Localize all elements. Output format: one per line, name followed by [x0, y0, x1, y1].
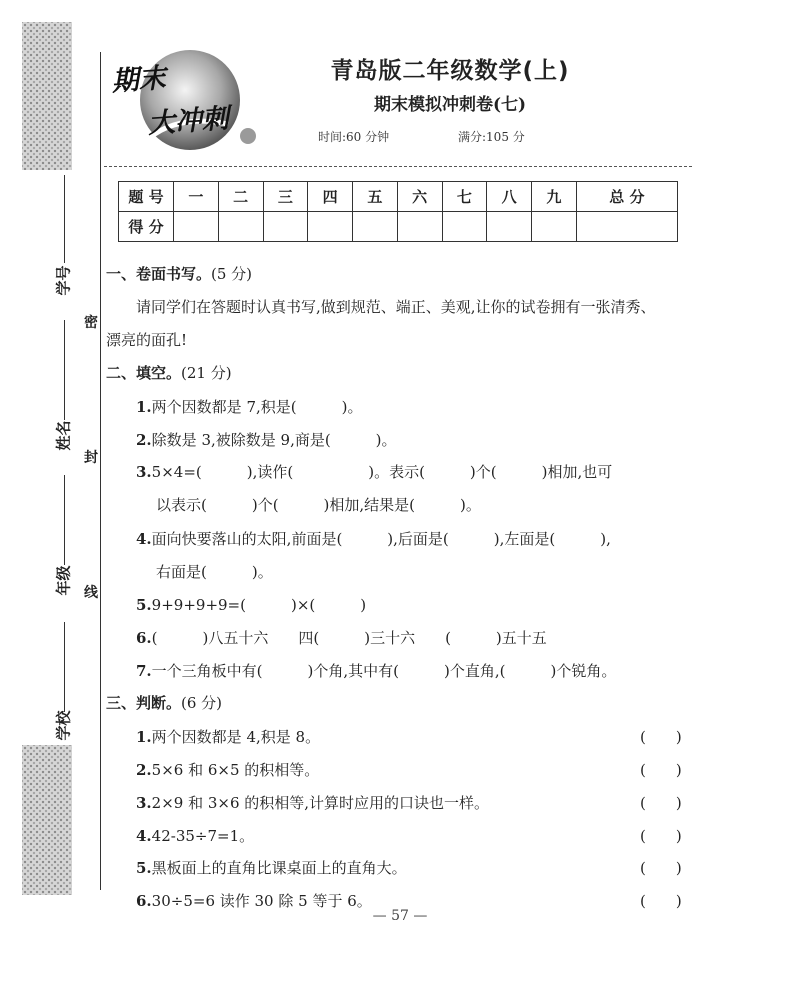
score-cell[interactable]	[263, 212, 308, 242]
fill-question-2: 2.除数是 3,被除数是 9,商是( )。	[136, 431, 397, 449]
section-2-title: 二、填空。	[106, 364, 182, 382]
final-sprint-logo	[108, 44, 258, 154]
fill-question-1: 1.两个因数都是 7,积是( )。	[136, 398, 363, 416]
score-table-header-row	[119, 182, 678, 212]
fill-question-7: 7.一个三角板中有( )个角,其中有( )个直角,( )个锐角。	[136, 662, 617, 680]
fill-question-6: 6.( )八五十六 四( )三十六 ( )五十五	[136, 629, 547, 647]
score-cell[interactable]	[218, 212, 263, 242]
judge-question-3: 3.2×9 和 3×6 的积相等,计算时应用的口诀也一样。	[136, 794, 490, 812]
section-3-heading	[106, 692, 222, 713]
seal-feng: 封	[84, 445, 98, 469]
judge-question-6: 6.30÷5=6 读作 30 除 5 等于 6。	[136, 892, 372, 910]
page-number: — 57 —	[372, 908, 428, 924]
score-table-row-label: 题 号	[119, 182, 174, 212]
seal-line	[100, 52, 101, 890]
seal-xian: 线	[84, 580, 98, 604]
logo-text-2: 大冲刺	[146, 103, 230, 140]
section-3-title: 三、判断。	[106, 694, 182, 712]
score-col-1: 一	[174, 182, 219, 212]
score-col-5: 五	[353, 182, 398, 212]
paper-subtitle: 期末模拟冲刺卷(七)	[373, 95, 527, 115]
answer-paren[interactable]: ( )	[640, 761, 682, 779]
name-line	[64, 320, 65, 420]
judge-question-2: 2.5×6 和 6×5 的积相等。	[136, 761, 320, 779]
section-3-points: (6 分)	[181, 694, 223, 712]
section-2-points: (21 分)	[181, 364, 232, 382]
score-col-6: 六	[397, 182, 442, 212]
score-cell[interactable]	[308, 212, 353, 242]
grade-line	[64, 475, 65, 565]
score-col-8: 八	[487, 182, 532, 212]
decorative-pattern-top	[22, 22, 72, 170]
score-cell[interactable]	[532, 212, 577, 242]
grade-label: 年级	[54, 565, 73, 596]
answer-paren[interactable]: ( )	[640, 794, 682, 812]
school-line	[64, 622, 65, 712]
paper-title: 青岛版二年级数学(上)	[330, 58, 570, 84]
student-no-label: 学号	[54, 265, 73, 296]
student-no-line	[64, 175, 65, 263]
score-col-2: 二	[218, 182, 263, 212]
score-table	[118, 181, 678, 242]
score-cell[interactable]	[353, 212, 398, 242]
name-label: 姓名	[54, 420, 73, 451]
school-label: 学校	[54, 710, 73, 741]
score-cell[interactable]	[442, 212, 487, 242]
seal-mi: 密	[84, 310, 98, 334]
score-col-total: 总 分	[576, 182, 677, 212]
decorative-pattern-bottom	[22, 745, 72, 895]
score-cell[interactable]	[576, 212, 677, 242]
score-col-9: 九	[532, 182, 577, 212]
full-score: 满分:105 分	[458, 130, 525, 144]
fill-question-5: 5.9+9+9+9=( )×( )	[136, 596, 367, 614]
score-cell[interactable]	[487, 212, 532, 242]
time-limit: 时间:60 分钟	[318, 130, 390, 144]
dashed-divider	[104, 166, 692, 167]
fill-question-3: 3.5×4=( ),读作( )。表示( )个( )相加,也可	[136, 463, 613, 481]
fill-question-3-cont: 以表示( )个( )相加,结果是( )。	[156, 496, 481, 514]
score-cell[interactable]	[174, 212, 219, 242]
answer-paren[interactable]: ( )	[640, 859, 682, 877]
score-col-4: 四	[308, 182, 353, 212]
section-2-heading	[106, 362, 232, 383]
score-cell[interactable]	[397, 212, 442, 242]
answer-paren[interactable]: ( )	[640, 827, 682, 845]
judge-question-4: 4.42-35÷7=1。	[136, 827, 255, 845]
judge-question-5: 5.黑板面上的直角比课桌面上的直角大。	[136, 859, 407, 877]
logo-text-1: 期末	[110, 62, 167, 98]
score-col-7: 七	[442, 182, 487, 212]
section-1-heading	[106, 263, 252, 284]
judge-question-1: 1.两个因数都是 4,积是 8。	[136, 728, 321, 746]
section-1-title: 一、卷面书写。	[106, 265, 212, 283]
score-row-label: 得 分	[119, 212, 174, 242]
score-table-score-row	[119, 212, 678, 242]
section-1-text-2: 漂亮的面孔!	[106, 331, 188, 349]
answer-paren[interactable]: ( )	[640, 728, 682, 746]
fill-question-4-cont: 右面是( )。	[156, 563, 273, 581]
fill-question-4: 4.面向快要落山的太阳,前面是( ),后面是( ),左面是( ),	[136, 530, 611, 548]
score-col-3: 三	[263, 182, 308, 212]
section-1-points: (5 分)	[211, 265, 253, 283]
section-1-text-1: 请同学们在答题时认真书写,做到规范、端正、美观,让你的试卷拥有一张清秀、	[136, 298, 656, 316]
answer-paren[interactable]: ( )	[640, 892, 682, 910]
